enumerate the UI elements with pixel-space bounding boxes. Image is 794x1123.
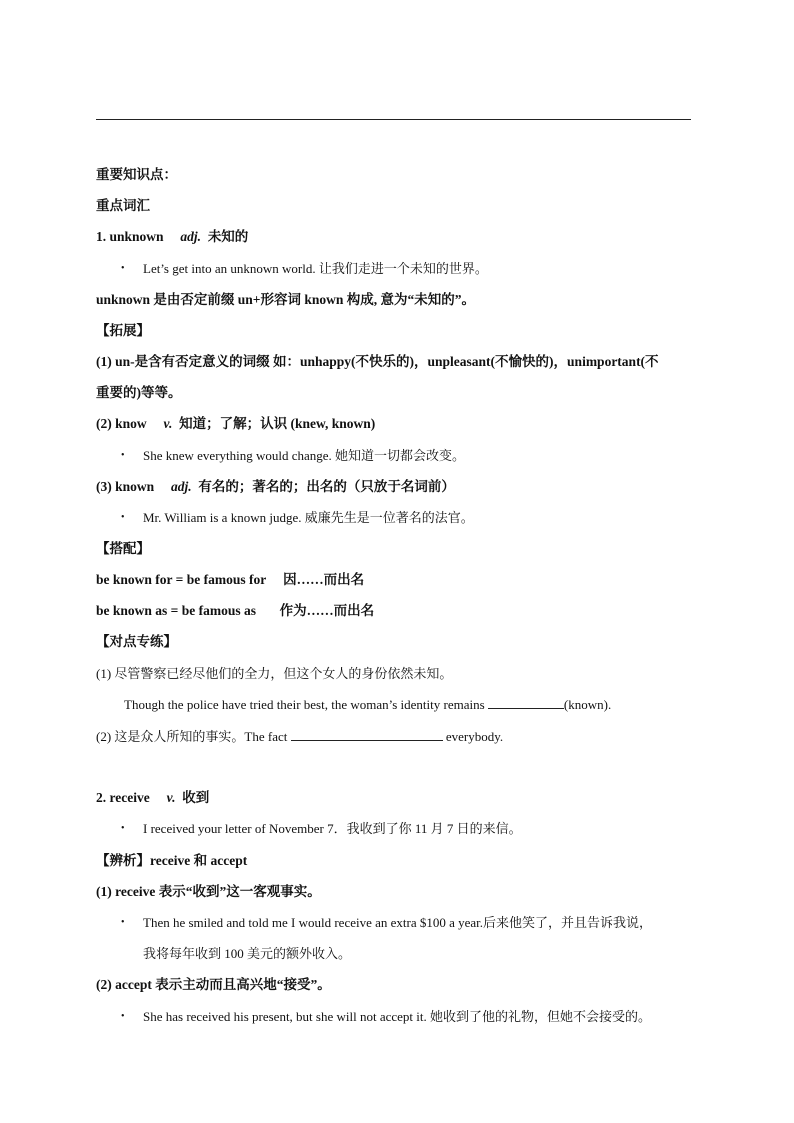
section-title: 重点词汇: [96, 198, 150, 213]
example-sentence-cont: 我将每年收到 100 美元的额外收入。: [143, 946, 352, 961]
point-2-pos: v.: [163, 416, 173, 431]
bullet-icon: •: [121, 823, 125, 834]
collocation-1-meaning: 因……而出名: [283, 572, 365, 587]
point-3-pos: adj.: [171, 479, 192, 494]
discrimination-point-1: (1) receive 表示“收到”这一客观事实。: [96, 884, 321, 899]
example-sentence: She has received his present, but she will not accept it. 她收到了他的礼物，但她不会接受的。: [143, 1009, 652, 1024]
point-2-label: (2) know: [96, 416, 147, 431]
practice-label: 【对点专练】: [96, 634, 177, 649]
example-sentence: Then he smiled and told me I would receive an extra $100 a year.后来他笑了，并且告诉我说，: [143, 915, 653, 930]
word-1-note: unknown 是由否定前缀 un+形容词 known 构成, 意为“未知的”。: [96, 292, 476, 307]
q1-period: .: [607, 697, 612, 712]
word-2-pos: v.: [166, 790, 176, 805]
word-1-heading: [96, 228, 248, 246]
bullet-icon: •: [121, 512, 125, 523]
word-2-heading: [96, 789, 209, 807]
q2-ending: everybody.: [445, 729, 504, 744]
bullet-icon: •: [121, 263, 125, 274]
bullet-icon: •: [121, 450, 125, 461]
answer-blank[interactable]: [488, 696, 564, 709]
example-sentence: Mr. William is a known judge. 威廉先生是一位著名的法官。: [143, 510, 474, 525]
answer-blank[interactable]: [291, 728, 443, 741]
bullet-icon: •: [121, 917, 125, 928]
q2-prompt: (2) 这是众人所知的事实。The fact: [96, 729, 288, 744]
practice-question-1-en: [124, 696, 611, 714]
word-2-term: 2. receive: [96, 790, 150, 805]
word-2-meaning: 收到: [182, 790, 210, 805]
word-1-term: 1. unknown: [96, 229, 164, 244]
key-points-heading: 重要知识点：: [96, 167, 177, 182]
extension-point-1: (1) un-是含有否定意义的词缀 如：unhappy(不快乐的)，unpleasant(不愉快的)，unimportant(不: [96, 354, 659, 369]
practice-question-1: (1) 尽管警察已经尽他们的全力，但这个女人的身份依然未知。: [96, 666, 453, 681]
point-2-meaning: 知道；了解；认识 (knew, known): [179, 416, 376, 431]
word-1-meaning: 未知的: [207, 229, 249, 244]
extension-label: 【拓展】: [96, 323, 150, 338]
point-3-label: (3) known: [96, 479, 155, 494]
example-sentence: I received your letter of November 7．我收到了你 11 月 7 日的来信。: [143, 821, 522, 836]
collocation-2: [96, 602, 374, 620]
collocation-1-phrase: be known for = be famous for: [96, 572, 267, 587]
bullet-icon: •: [121, 1011, 125, 1022]
example-sentence: She knew everything would change. 她知道一切都会改变。: [143, 448, 466, 463]
example-sentence: Let’s get into an unknown world. 让我们走进一个未知的世界。: [143, 261, 488, 276]
collocation-2-phrase: be known as = be famous as: [96, 603, 256, 618]
header-rule: [96, 119, 691, 120]
practice-question-2: [96, 728, 503, 746]
point-3-meaning: 有名的；著名的；出名的（只放于名词前）: [198, 479, 455, 494]
collocation-2-meaning: 作为……而出名: [279, 603, 375, 618]
q1-hint: (known): [563, 697, 608, 712]
extension-point-2: [96, 415, 375, 433]
discrimination-point-2: (2) accept 表示主动而且高兴地“接受”。: [96, 977, 331, 992]
collocation-label: 【搭配】: [96, 541, 150, 556]
extension-point-1-cont: 重要的)等等。: [96, 385, 182, 400]
collocation-1: [96, 571, 364, 589]
q1-sentence: Though the police have tried their best, the woman’s identity remains: [124, 697, 485, 712]
extension-point-3: [96, 478, 455, 496]
word-1-pos: adj.: [180, 229, 202, 244]
discrimination-label: 【辨析】receive 和 accept: [96, 853, 248, 868]
